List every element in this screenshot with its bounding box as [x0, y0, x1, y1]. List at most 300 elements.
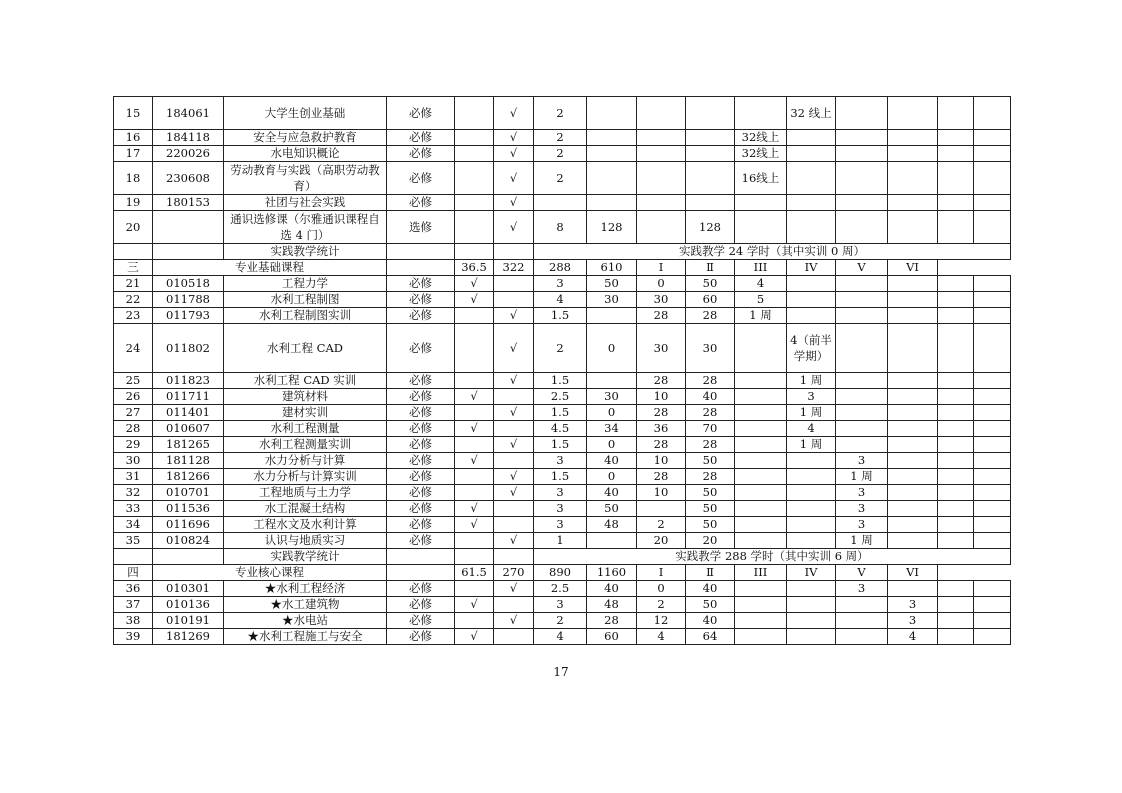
exam-mark: √ [455, 517, 494, 533]
row-number: 36 [114, 581, 153, 597]
course-name: 工程水文及水利计算 [224, 517, 387, 533]
sem-4: 3 [888, 613, 938, 629]
sem-4 [888, 469, 938, 485]
course-code: 011711 [153, 389, 224, 405]
course-code: 181128 [153, 453, 224, 469]
course-name: ★水工建筑物 [224, 597, 387, 613]
exam-mark: √ [455, 629, 494, 645]
table-row [114, 146, 1011, 162]
exam-mark [455, 613, 494, 629]
total-hours: 50 [686, 597, 735, 613]
credits: 3 [534, 501, 587, 517]
course-type: 必修 [387, 389, 455, 405]
theory-hours [587, 146, 637, 162]
section-blank [387, 260, 455, 276]
course-name: ★水利工程经济 [224, 581, 387, 597]
credits: 8 [534, 211, 587, 244]
sem-6: VI [888, 260, 938, 276]
total-hours: 30 [686, 324, 735, 373]
course-code: 181265 [153, 437, 224, 453]
credits: 2 [534, 130, 587, 146]
credits: 2 [534, 162, 587, 195]
practice-hours: 288 [534, 260, 587, 276]
sem-6 [974, 469, 1011, 485]
exam-mark [455, 97, 494, 130]
sem-3 [836, 373, 888, 389]
course-type: 必修 [387, 581, 455, 597]
course-type: 必修 [387, 421, 455, 437]
credits: 3 [534, 276, 587, 292]
total-hours: 610 [587, 260, 637, 276]
exam-mark: √ [455, 421, 494, 437]
practice-hours: 0 [637, 276, 686, 292]
check-mark: √ [494, 162, 534, 195]
course-name: 水电知识概论 [224, 146, 387, 162]
exam-mark: √ [455, 501, 494, 517]
course-code: 011802 [153, 324, 224, 373]
theory-hours: 48 [587, 517, 637, 533]
sem-6 [974, 373, 1011, 389]
sem-1 [735, 97, 787, 130]
sem-6 [974, 195, 1011, 211]
practice-hours: 2 [637, 517, 686, 533]
course-type: 必修 [387, 324, 455, 373]
sem-3: III [735, 565, 787, 581]
exam-mark [455, 308, 494, 324]
practice-hours: 12 [637, 613, 686, 629]
check-mark: √ [494, 146, 534, 162]
total-hours: 70 [686, 421, 735, 437]
sem-4 [888, 501, 938, 517]
sem-3 [836, 437, 888, 453]
course-code [153, 211, 224, 244]
check-mark: √ [494, 581, 534, 597]
table-row [114, 195, 1011, 211]
sem-3 [836, 405, 888, 421]
page-number: 17 [553, 665, 569, 679]
course-name: 水利工程制图实训 [224, 308, 387, 324]
total-hours: 50 [686, 276, 735, 292]
sem-3 [836, 276, 888, 292]
table-row [114, 501, 1011, 517]
total-hours: 64 [686, 629, 735, 645]
table-row [114, 597, 1011, 613]
table-row [114, 276, 1011, 292]
sem-2 [787, 276, 836, 292]
check-mark: √ [494, 485, 534, 501]
sem-4 [888, 373, 938, 389]
exam-mark [455, 195, 494, 211]
practice-hours: 0 [637, 581, 686, 597]
theory-hours [587, 308, 637, 324]
course-type: 必修 [387, 405, 455, 421]
sem-2 [787, 597, 836, 613]
exam-mark [455, 437, 494, 453]
course-code: 010824 [153, 533, 224, 549]
theory-hours: 322 [494, 260, 534, 276]
course-type: 必修 [387, 130, 455, 146]
sem-2: Ⅱ [686, 565, 735, 581]
sem-6 [974, 146, 1011, 162]
course-code: 181266 [153, 469, 224, 485]
theory-hours: 40 [587, 453, 637, 469]
practice-hours: 2 [637, 597, 686, 613]
total-hours: 28 [686, 405, 735, 421]
sem-2: 3 [787, 389, 836, 405]
practice-hours: 28 [637, 405, 686, 421]
check-mark: √ [494, 97, 534, 130]
course-type [387, 244, 455, 260]
sem-6 [974, 517, 1011, 533]
sem-6 [974, 162, 1011, 195]
sem-3: 3 [836, 485, 888, 501]
check-mark [494, 517, 534, 533]
stat-label: 实践教学统计 [224, 244, 387, 260]
check-mark: √ [494, 405, 534, 421]
row-number: 19 [114, 195, 153, 211]
check-mark: √ [494, 308, 534, 324]
sem-1 [735, 597, 787, 613]
check-mark: √ [494, 437, 534, 453]
practice-hours: 30 [637, 324, 686, 373]
course-name: 社团与社会实践 [224, 195, 387, 211]
course-type: 必修 [387, 292, 455, 308]
sem-3: 3 [836, 501, 888, 517]
sem-4: 3 [888, 597, 938, 613]
sem-5 [938, 211, 974, 244]
sem-2 [787, 162, 836, 195]
theory-hours: 48 [587, 597, 637, 613]
practice-hours: 20 [637, 533, 686, 549]
sem-6 [974, 581, 1011, 597]
credits: 2 [534, 613, 587, 629]
practice-stat-row [114, 244, 1011, 260]
sem-2: Ⅱ [686, 260, 735, 276]
sem-5 [938, 629, 974, 645]
sem-2 [787, 211, 836, 244]
section-blank [387, 565, 455, 581]
table-row [114, 130, 1011, 146]
check-mark: √ [494, 533, 534, 549]
total-hours [686, 146, 735, 162]
course-name: 工程地质与土力学 [224, 485, 387, 501]
sem-3 [836, 211, 888, 244]
sem-4 [888, 211, 938, 244]
course-type: 必修 [387, 162, 455, 195]
sem-2 [787, 453, 836, 469]
stat-summary: 实践教学 288 学时（其中实训 6 周） [534, 549, 1011, 565]
row-number: 30 [114, 453, 153, 469]
section-title: 专业基础课程 [153, 260, 387, 276]
theory-hours: 128 [587, 211, 637, 244]
practice-hours: 10 [637, 453, 686, 469]
theory-hours: 50 [587, 276, 637, 292]
course-name: 水利工程 CAD [224, 324, 387, 373]
sem-6 [974, 629, 1011, 645]
course-type: 必修 [387, 276, 455, 292]
sem-5 [938, 373, 974, 389]
course-type: 必修 [387, 97, 455, 130]
exam-mark [455, 373, 494, 389]
exam-mark: √ [455, 276, 494, 292]
course-name: 工程力学 [224, 276, 387, 292]
total-hours: 60 [686, 292, 735, 308]
table-row [114, 421, 1011, 437]
course-code: 010607 [153, 421, 224, 437]
credits: 3 [534, 517, 587, 533]
check-mark [494, 549, 534, 565]
sem-3 [836, 195, 888, 211]
credits: 2 [534, 324, 587, 373]
practice-hours: 4 [637, 629, 686, 645]
sem-2 [787, 485, 836, 501]
total-hours: 128 [686, 211, 735, 244]
sem-6 [974, 485, 1011, 501]
sem-2 [787, 195, 836, 211]
check-mark [494, 597, 534, 613]
row-number: 15 [114, 97, 153, 130]
row-number: 24 [114, 324, 153, 373]
sem-1 [735, 211, 787, 244]
credits: 4 [534, 292, 587, 308]
credits: 61.5 [455, 565, 494, 581]
theory-hours [587, 162, 637, 195]
row-number [114, 244, 153, 260]
credits: 1 [534, 533, 587, 549]
section-header-row [114, 260, 1011, 276]
sem-3 [836, 324, 888, 373]
check-mark: √ [494, 469, 534, 485]
row-number: 38 [114, 613, 153, 629]
practice-hours [637, 501, 686, 517]
sem-4 [888, 308, 938, 324]
course-code: 011536 [153, 501, 224, 517]
course-code: 220026 [153, 146, 224, 162]
course-code: 011788 [153, 292, 224, 308]
sem-3: 3 [836, 517, 888, 533]
practice-hours [637, 211, 686, 244]
course-type: 必修 [387, 373, 455, 389]
course-code [153, 549, 224, 565]
sem-1 [735, 405, 787, 421]
course-type: 必修 [387, 533, 455, 549]
sem-6 [974, 533, 1011, 549]
sem-2 [787, 629, 836, 645]
course-name: 水力分析与计算 [224, 453, 387, 469]
sem-4 [888, 533, 938, 549]
credits: 1.5 [534, 437, 587, 453]
theory-hours: 0 [587, 469, 637, 485]
stat-label: 实践教学统计 [224, 549, 387, 565]
sem-6 [974, 389, 1011, 405]
stat-summary: 实践教学 24 学时（其中实训 0 周） [534, 244, 1011, 260]
sem-5 [938, 597, 974, 613]
course-type: 必修 [387, 629, 455, 645]
sem-4: IV [787, 565, 836, 581]
sem-2: 32 线上 [787, 97, 836, 130]
check-mark: √ [494, 211, 534, 244]
course-name: 水利工程测量 [224, 421, 387, 437]
sem-6 [974, 613, 1011, 629]
sem-2 [787, 613, 836, 629]
credits: 1.5 [534, 373, 587, 389]
row-number: 21 [114, 276, 153, 292]
course-code: 230608 [153, 162, 224, 195]
sem-4 [888, 276, 938, 292]
course-name: 水利工程测量实训 [224, 437, 387, 453]
row-number: 22 [114, 292, 153, 308]
table-row [114, 453, 1011, 469]
sem-1 [735, 437, 787, 453]
sem-2 [787, 533, 836, 549]
course-name: 水利工程制图 [224, 292, 387, 308]
theory-hours [587, 195, 637, 211]
row-number: 25 [114, 373, 153, 389]
exam-mark [455, 533, 494, 549]
table-row [114, 517, 1011, 533]
course-type: 必修 [387, 308, 455, 324]
theory-hours [587, 130, 637, 146]
exam-mark [455, 162, 494, 195]
total-hours: 1160 [587, 565, 637, 581]
exam-mark [455, 405, 494, 421]
course-code: 010191 [153, 613, 224, 629]
practice-hours: 10 [637, 485, 686, 501]
sem-5 [938, 389, 974, 405]
check-mark: √ [494, 373, 534, 389]
check-mark [494, 244, 534, 260]
total-hours: 28 [686, 308, 735, 324]
practice-hours: 36 [637, 421, 686, 437]
table-row [114, 308, 1011, 324]
sem-1 [735, 453, 787, 469]
table-row [114, 389, 1011, 405]
course-name: 水工混凝土结构 [224, 501, 387, 517]
sem-6 [974, 97, 1011, 130]
practice-stat-row [114, 549, 1011, 565]
exam-mark: √ [455, 389, 494, 405]
sem-1: 16线上 [735, 162, 787, 195]
total-hours: 50 [686, 501, 735, 517]
course-type: 必修 [387, 469, 455, 485]
course-type: 必修 [387, 453, 455, 469]
course-code: 011401 [153, 405, 224, 421]
sem-1 [735, 389, 787, 405]
table-row [114, 469, 1011, 485]
sem-6 [974, 324, 1011, 373]
course-type [387, 549, 455, 565]
sem-3 [836, 308, 888, 324]
sem-3 [836, 629, 888, 645]
course-type: 必修 [387, 501, 455, 517]
sem-1 [735, 421, 787, 437]
practice-hours: 10 [637, 389, 686, 405]
course-type: 必修 [387, 517, 455, 533]
row-number: 17 [114, 146, 153, 162]
sem-6 [974, 130, 1011, 146]
theory-hours: 30 [587, 292, 637, 308]
sem-2 [787, 146, 836, 162]
course-code: 010136 [153, 597, 224, 613]
total-hours: 28 [686, 469, 735, 485]
course-name: 建筑材料 [224, 389, 387, 405]
sem-2 [787, 130, 836, 146]
credits: 36.5 [455, 260, 494, 276]
sem-5 [938, 405, 974, 421]
course-code: 010301 [153, 581, 224, 597]
table-row [114, 373, 1011, 389]
sem-1 [735, 485, 787, 501]
sem-5 [938, 308, 974, 324]
sem-6 [974, 308, 1011, 324]
credits: 2.5 [534, 389, 587, 405]
check-mark: √ [494, 195, 534, 211]
total-hours: 20 [686, 533, 735, 549]
sem-3 [836, 97, 888, 130]
check-mark [494, 276, 534, 292]
row-number: 20 [114, 211, 153, 244]
sem-3 [836, 613, 888, 629]
sem-5 [938, 421, 974, 437]
total-hours: 28 [686, 437, 735, 453]
sem-6 [974, 597, 1011, 613]
credits: 2.5 [534, 581, 587, 597]
row-number: 34 [114, 517, 153, 533]
sem-5 [938, 292, 974, 308]
practice-hours [637, 130, 686, 146]
sem-1 [735, 469, 787, 485]
exam-mark: √ [455, 453, 494, 469]
sem-6 [974, 421, 1011, 437]
practice-hours: 28 [637, 308, 686, 324]
sem-6 [974, 276, 1011, 292]
check-mark [494, 421, 534, 437]
table-row [114, 581, 1011, 597]
sem-1: 32线上 [735, 146, 787, 162]
course-code: 184118 [153, 130, 224, 146]
theory-hours: 270 [494, 565, 534, 581]
sem-5: V [836, 565, 888, 581]
credits: 4 [534, 629, 587, 645]
sem-3 [836, 421, 888, 437]
course-name: 安全与应急救护教育 [224, 130, 387, 146]
row-number [114, 549, 153, 565]
exam-mark [455, 244, 494, 260]
credits [534, 195, 587, 211]
row-number: 18 [114, 162, 153, 195]
course-type: 必修 [387, 485, 455, 501]
sem-2: 1 周 [787, 437, 836, 453]
check-mark [494, 501, 534, 517]
check-mark: √ [494, 324, 534, 373]
exam-mark: √ [455, 597, 494, 613]
table-row [114, 324, 1011, 373]
sem-4 [888, 581, 938, 597]
table-row [114, 162, 1011, 195]
course-type: 必修 [387, 597, 455, 613]
table-row [114, 211, 1011, 244]
practice-hours [637, 146, 686, 162]
sem-5 [938, 276, 974, 292]
sem-2 [787, 308, 836, 324]
sem-4 [888, 485, 938, 501]
sem-5 [938, 501, 974, 517]
sem-6 [974, 437, 1011, 453]
credits: 3 [534, 485, 587, 501]
sem-1: 4 [735, 276, 787, 292]
theory-hours [587, 533, 637, 549]
theory-hours [587, 373, 637, 389]
